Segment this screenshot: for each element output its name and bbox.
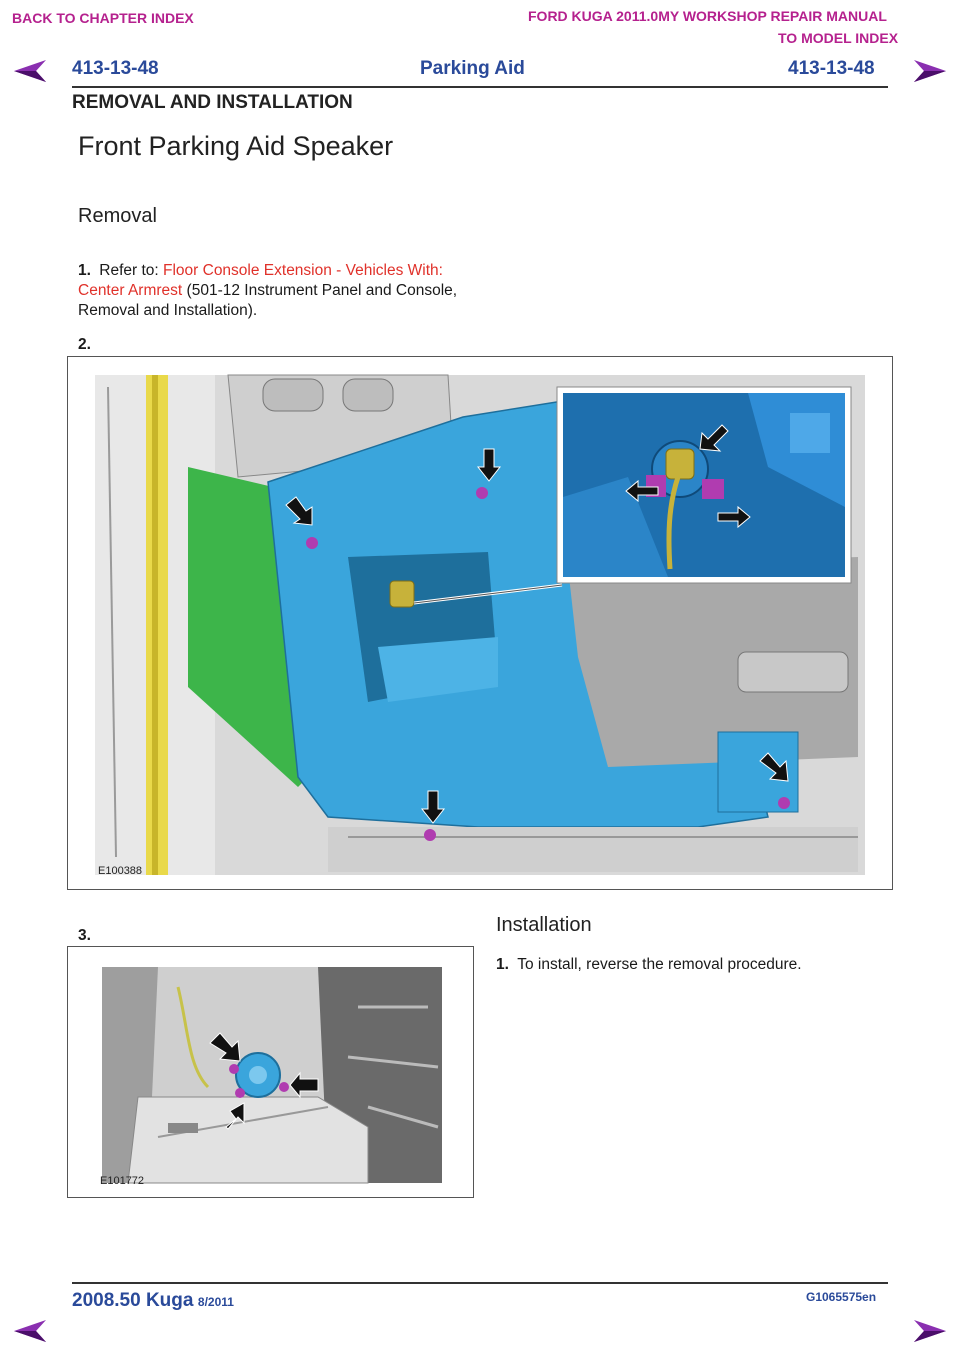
page-number-left: 413-13-48	[72, 58, 159, 79]
section-name: Parking Aid	[420, 58, 525, 79]
step-number: 1.	[496, 956, 509, 973]
figure-e100388	[67, 356, 893, 890]
procedure-title: Front Parking Aid Speaker	[78, 131, 394, 161]
footer-rule	[72, 1282, 888, 1284]
page-number-right: 413-13-48	[788, 58, 875, 79]
document-id: G1065575en	[806, 1290, 877, 1304]
floor-console-illustration	[68, 357, 892, 889]
model-name: 2008.50 Kuga	[72, 1290, 194, 1311]
step-text-prefix: Refer to:	[99, 262, 163, 279]
figure-id-label: E101772	[100, 1175, 145, 1187]
next-page-arrow-icon[interactable]	[912, 58, 948, 84]
figure-id-label: E100388	[98, 865, 143, 877]
next-page-arrow-icon[interactable]	[912, 1318, 948, 1344]
header-rule	[72, 86, 888, 88]
step-text: To install, reverse the removal procedure.	[517, 956, 802, 973]
removal-heading: Removal	[78, 205, 157, 227]
installation-step-1	[496, 955, 896, 975]
removal-step-2-number: 2.	[78, 336, 91, 353]
previous-page-arrow-icon[interactable]	[12, 1318, 48, 1344]
to-model-index-link[interactable]: TO MODEL INDEX	[778, 30, 899, 46]
floor-console-extension-link[interactable]: Floor Console Extension - Vehicles With: Center Armrest	[78, 262, 443, 299]
removal-step-1	[78, 261, 478, 321]
back-to-chapter-link[interactable]: BACK TO CHAPTER INDEX	[12, 10, 194, 26]
subsection-title: REMOVAL AND INSTALLATION	[72, 92, 353, 113]
removal-step-3-number: 3.	[78, 927, 91, 944]
previous-page-arrow-icon[interactable]	[12, 58, 48, 84]
step-number: 1.	[78, 262, 91, 279]
manual-title-link[interactable]: FORD KUGA 2011.0MY WORKSHOP REPAIR MANUAL	[528, 8, 887, 24]
footer-model	[72, 1290, 234, 1312]
speaker-illustration	[68, 947, 473, 1197]
model-date: 8/2011	[197, 1295, 234, 1309]
step-text-suffix: (501-12 Instrument Panel and Console, Removal and Installation).	[78, 282, 458, 319]
installation-heading: Installation	[496, 914, 592, 936]
figure-e101772	[67, 946, 474, 1198]
